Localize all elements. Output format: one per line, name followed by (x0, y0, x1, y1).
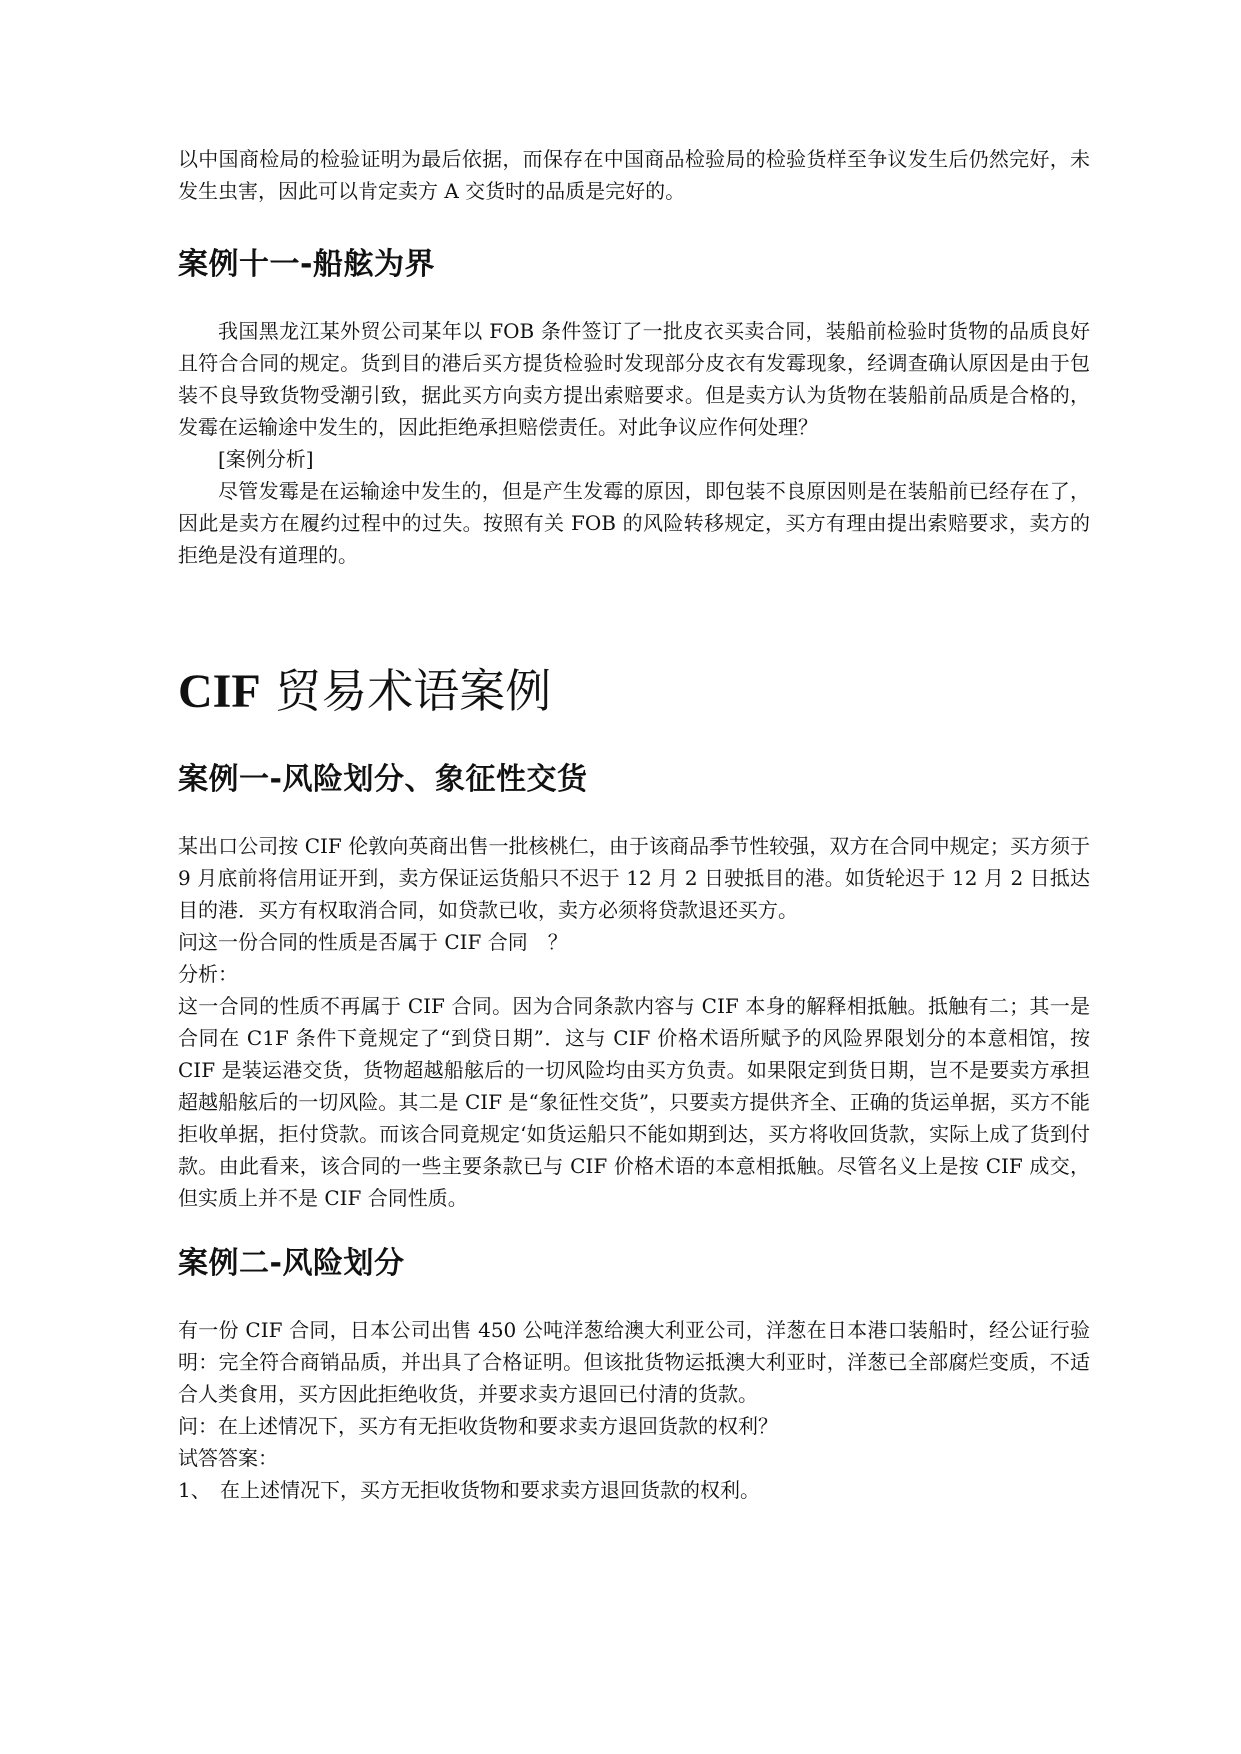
case1-question: 问这一份合同的性质是否属于 CIF 合同 ？ (178, 930, 568, 954)
case11-body: 我国黑龙江某外贸公司某年以 FOB 条件签订了一批皮衣买卖合同，装船前检验时货物的品质良好且符合合同的规定。货到目的港后买方提货检验时发现部分皮衣有发霉现象，经调查确认原因是由于包装不良导致货物受潮引致，据此买方向卖方提出索赔要求。但是卖方认为货物在装船前品质是合格的，发霉在运输途中发生的，因此拒绝承担赔偿责任。对此争议应作何处理？ (178, 319, 1090, 439)
section-title-cjk: 贸易术语案例 (260, 664, 552, 718)
list-item (178, 1474, 1090, 1506)
section-title-latin: CIF (178, 665, 261, 718)
case2-heading: 案例二-风险划分 (178, 1246, 405, 1281)
case2-question: 问：在上述情况下，买方有无拒收货物和要求卖方退回货款的权利？ (178, 1414, 778, 1438)
case11-heading: 案例十一-船舷为界 (178, 247, 435, 282)
intro-paragraph: 以中国商检局的检验证明为最后依据，而保存在中国商品检验局的检验货样至争议发生后仍然完好，未发生虫害，因此可以肯定卖方 A 交货时的品质是完好的。 (178, 147, 1090, 203)
case2-answer-label: 试答答案： (178, 1446, 278, 1470)
case11-analysis-label: [案例分析] (218, 447, 314, 471)
list-item-text: 在上述情况下，买方无拒收货物和要求卖方退回货款的权利。 (220, 1478, 760, 1502)
case1-heading: 案例一-风险划分、象征性交货 (178, 762, 588, 797)
list-item-number: 1、 (178, 1478, 211, 1502)
section-title (178, 663, 1090, 720)
case2-body: 有一份 CIF 合同，日本公司出售 450 公吨洋葱给澳大利亚公司，洋葱在日本港口装船时，经公证行验明：完全符合商销品质，并出具了合格证明。但该批货物运抵澳大利亚时，洋葱已全部腐烂变质，不适合人类食用，买方因此拒绝收货，并要求卖方退回已付清的货款。 (178, 1318, 1090, 1406)
case1-body: 某出口公司按 CIF 伦敦向英商出售一批核桃仁，由于该商品季节性较强，双方在合同中规定；买方须于 9 月底前将信用证开到，卖方保证运货船只不迟于 12 月 2 日驶抵目的港。如货轮迟于 12 月 2 日抵达目的港．买方有权取消合同，如贷款已收，卖方必须将贷款退还买方。 (178, 834, 1090, 922)
case1-analysis-label: 分析： (178, 962, 238, 986)
case11-analysis: 尽管发霉是在运输途中发生的，但是产生发霉的原因，即包装不良原因则是在装船前已经存在了，因此是卖方在履约过程中的过失。按照有关 FOB 的风险转移规定，买方有理由提出索赔要求，卖方的拒绝是没有道理的。 (178, 479, 1090, 567)
document-page (178, 143, 1090, 1506)
case1-analysis: 这一合同的性质不再属于 CIF 合同。因为合同条款内容与 CIF 本身的解释相抵触。抵触有二；其一是合同在 C1F 条件下竟规定了“到贷日期”．这与 CIF 价格术语所赋予的风险界限划分的本意相馆，按 CIF 是装运港交货，货物超越船舷后的一切风险均由买方负责。如果限定到货日期，岂不是要卖方承担超越船舷后的一切风险。其二是 CIF 是“象征性交货”，只要卖方提供齐全、正确的货运单据，买方不能拒收单据，拒付贷款。而该合同竟规定‘如货运船只不能如期到达，买方将收回货款，实际上成了货到付款。由此看来，该合同的一些主要条款已与 CIF 价格术语的本意相抵触。尽管名义上是按 CIF 成交，但实质上并不是 CIF 合同性质。 (178, 994, 1090, 1210)
